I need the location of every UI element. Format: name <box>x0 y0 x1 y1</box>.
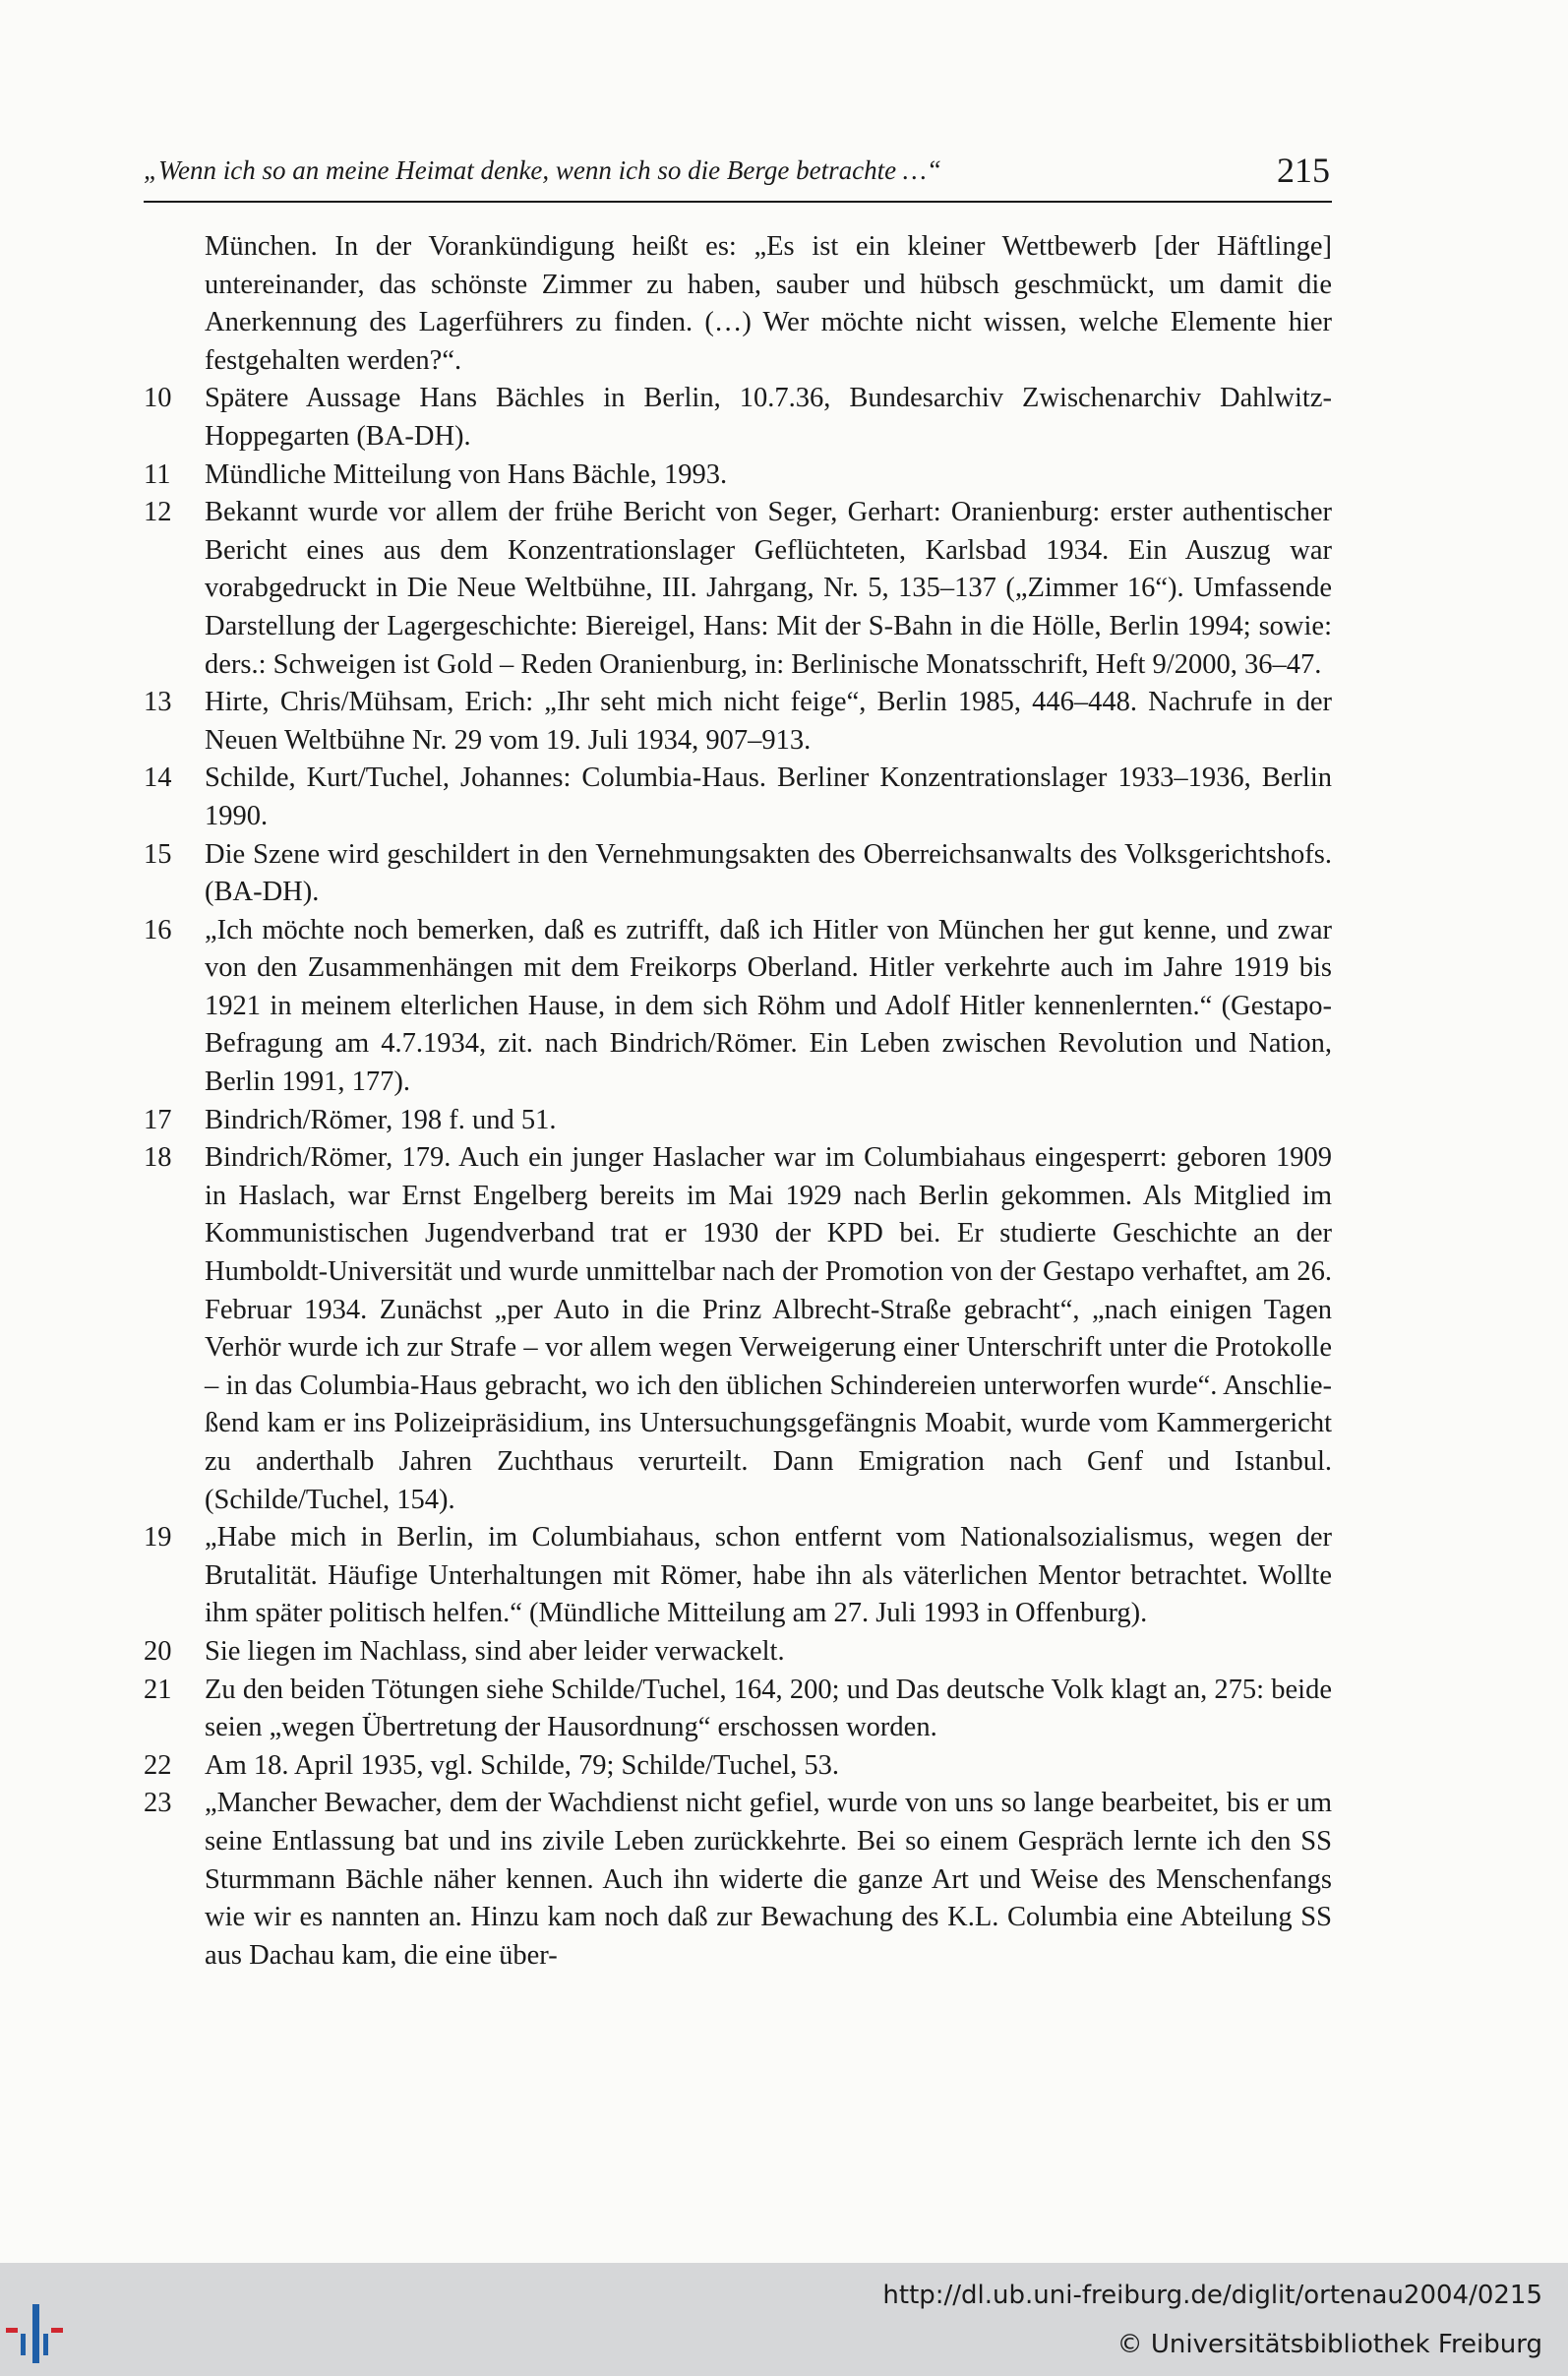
footnote-text: Bekannt wurde vor allem der frühe Bericht von Seger, Gerhart: Oranienburg: erster authentischer Bericht eines aus dem Konzentrationslager Geflüchteten, Karlsbad 1934. Ein Auszug war vorabgedruckt in Die Neue Weltbühne, III. Jahrgang, Nr. 5, 135–137 („Zimmer 16“). Umfassende Darstellung der Lagergeschichte: Biereigel, Hans: Mit der S-Bahn in die Hölle, Berlin 1994; sowie: ders.: Schweigen ist Gold – Reden Oranienburg, in: Berlinische Monatsschrift, Heft 9/2000, 36–47. <box>205 497 1332 680</box>
footnote-number: 13 <box>144 687 172 718</box>
footnote-10 <box>144 380 1332 456</box>
library-footer <box>0 2263 1568 2376</box>
footnote-text: „Mancher Bewacher, dem der Wachdienst nicht gefiel, wurde von uns so lange bearbeitet, bis er um seine Entlassung bat und ins zivile Leben zurückkehrte. Bei so einem Gespräch lernte ich den SS Sturmmann Bächle näher kennen. Auch ihn widerte die ganze Art und Weise des Menschenfangs wie wir es nannten an. Hinzu kam noch daß zur Bewachung des K.L. Columbia eine Abteilung SS aus Dachau kam, die eine über- <box>205 1788 1332 1971</box>
footnote-number: 21 <box>144 1674 172 1705</box>
footnote-14 <box>144 760 1332 835</box>
footnote-15 <box>144 836 1332 912</box>
footnote-number: 17 <box>144 1104 172 1135</box>
footnote-number: 10 <box>144 383 172 414</box>
footnote-number: 16 <box>144 914 172 945</box>
footnote-text: Am 18. April 1935, vgl. Schilde, 79; Schilde/Tuchel, 53. <box>205 1749 839 1781</box>
copyright-notice: © Universitätsbibliothek Freiburg <box>1116 2330 1542 2359</box>
running-title: „Wenn ich so an meine Heimat denke, wenn ich so die Berge betrachte …“ <box>144 155 941 185</box>
footnote-11 <box>144 457 1332 495</box>
footnote-text: Die Szene wird geschildert in den Vernehmungsakten des Oberreichsanwalts des Volksgerichtshofs. (BA-DH). <box>205 838 1332 908</box>
footnote-20 <box>144 1633 1332 1672</box>
footnote-13 <box>144 684 1332 760</box>
footnote-number: 12 <box>144 497 172 528</box>
footnote-number: 20 <box>144 1635 172 1667</box>
footnote-number: 22 <box>144 1749 172 1781</box>
footnote-text: Hirte, Chris/Mühsam, Erich: „Ihr seht mich nicht feige“, Berlin 1985, 446–448. Nachrufe in der Neuen Weltbühne Nr. 29 vom 19. Juli 1934, 907–913. <box>205 687 1332 756</box>
footnotes <box>144 228 1332 1975</box>
footnote-18 <box>144 1139 1332 1519</box>
footnote-continuation: München. In der Vorankündigung heißt es: „Es ist ein kleiner Wettbewerb [der Häftlinge] untereinander, das schönste Zimmer zu haben, sauber und hübsch geschmückt, um damit die Anerkennung des Lagerführers zu finden. (…) Wer möchte nicht wissen, welche Elemente hier festgehalten werden?“. <box>205 231 1332 376</box>
footnote-text: Spätere Aussage Hans Bächles in Berlin, 10.7.36, Bundesarchiv Zwischenarchiv Dahlwitz-Hoppegarten (BA-DH). <box>205 383 1332 452</box>
footnote-list <box>144 380 1332 1975</box>
footnote-number: 19 <box>144 1522 172 1554</box>
footnote-22 <box>144 1747 1332 1786</box>
running-header <box>144 148 1332 203</box>
footnote-number: 14 <box>144 762 172 794</box>
footnote-text: Bindrich/Römer, 179. Auch ein junger Haslacher war im Columbiahaus eingesperrt: geboren 1909 in Haslach, war Ernst Engelberg bereits im Mai 1929 nach Berlin gekommen. Als Mitglied im Kommunistischen Jugendverband trat er 1930 der KPD bei. Er studierte Geschichte an der Humboldt-Universität und wurde unmittelbar nach der Promotion von der Gestapo verhaftet, am 26. Februar 1934. Zunächst „per Auto in die Prinz Albrecht-Straße gebracht“, „nach einigen Tagen Verhör wurde ich zur Strafe – vor allem wegen Verweigerung einer Unterschrift unter die Protokolle – in das Columbia-Haus gebracht, wo ich den üblichen Schindereien unterworfen wurde“. Anschließend kam er ins Polizeipräsidium, ins Untersuchungsgefängnis Moabit, wurde vom Kammergericht zu anderthalb Jahren Zuchthaus verurteilt. Dann Emigration nach Genf und Istanbul. (Schilde/Tuchel, 154). <box>205 1142 1332 1515</box>
footnote-text: Sie liegen im Nachlass, sind aber leider verwackelt. <box>205 1635 785 1667</box>
ub-freiburg-logo-icon <box>0 2296 108 2376</box>
footnote-number: 11 <box>144 458 171 490</box>
footnote-text: „Habe mich in Berlin, im Columbiahaus, schon entfernt vom Nationalsozialismus, wegen der Brutalität. Häufige Unterhaltungen mit Römer, habe ihn als väterlichen Mentor betrachtet. Wollte ihm später politisch helfen.“ (Mündliche Mitteilung am 27. Juli 1993 in Offenburg). <box>205 1522 1332 1629</box>
footnote-number: 15 <box>144 838 172 870</box>
footnote-16 <box>144 912 1332 1102</box>
footnote-text: Zu den beiden Tötungen siehe Schilde/Tuchel, 164, 200; und Das deutsche Volk klagt an, 275: beide seien „wegen Übertretung der Hausordnung“ erschossen worden. <box>205 1674 1332 1743</box>
footnote-19 <box>144 1519 1332 1633</box>
footnote-12 <box>144 494 1332 684</box>
footnote-23 <box>144 1785 1332 1975</box>
footnote-17 <box>144 1102 1332 1140</box>
footnote-text: „Ich möchte noch bemerken, daß es zutrifft, daß ich Hitler von München her gut kenne, und zwar von den Zusammenhängen mit dem Freikorps Oberland. Hitler verkehrte auch im Jahre 1919 bis 1921 in meinem elterlichen Hause, in dem sich Röhm und Adolf Hitler kennenlernten.“ (Gestapo-Befragung am 4.7.1934, zit. nach Bindrich/Römer. Ein Leben zwischen Revolution und Nation, Berlin 1991, 177). <box>205 914 1332 1098</box>
footnote-number: 18 <box>144 1142 172 1174</box>
source-url[interactable]: http://dl.ub.uni-freiburg.de/diglit/ortenau2004/0215 <box>882 2281 1542 2310</box>
footnote-text: Mündliche Mitteilung von Hans Bächle, 1993. <box>205 458 728 490</box>
page-number: 215 <box>1277 151 1330 190</box>
footnote-text: Schilde, Kurt/Tuchel, Johannes: Columbia-Haus. Berliner Konzentrationslager 1933–1936, Berlin 1990. <box>205 762 1332 831</box>
footnote-number: 23 <box>144 1788 172 1819</box>
footnote-text: Bindrich/Römer, 198 f. und 51. <box>205 1104 557 1135</box>
footnote-21 <box>144 1672 1332 1747</box>
